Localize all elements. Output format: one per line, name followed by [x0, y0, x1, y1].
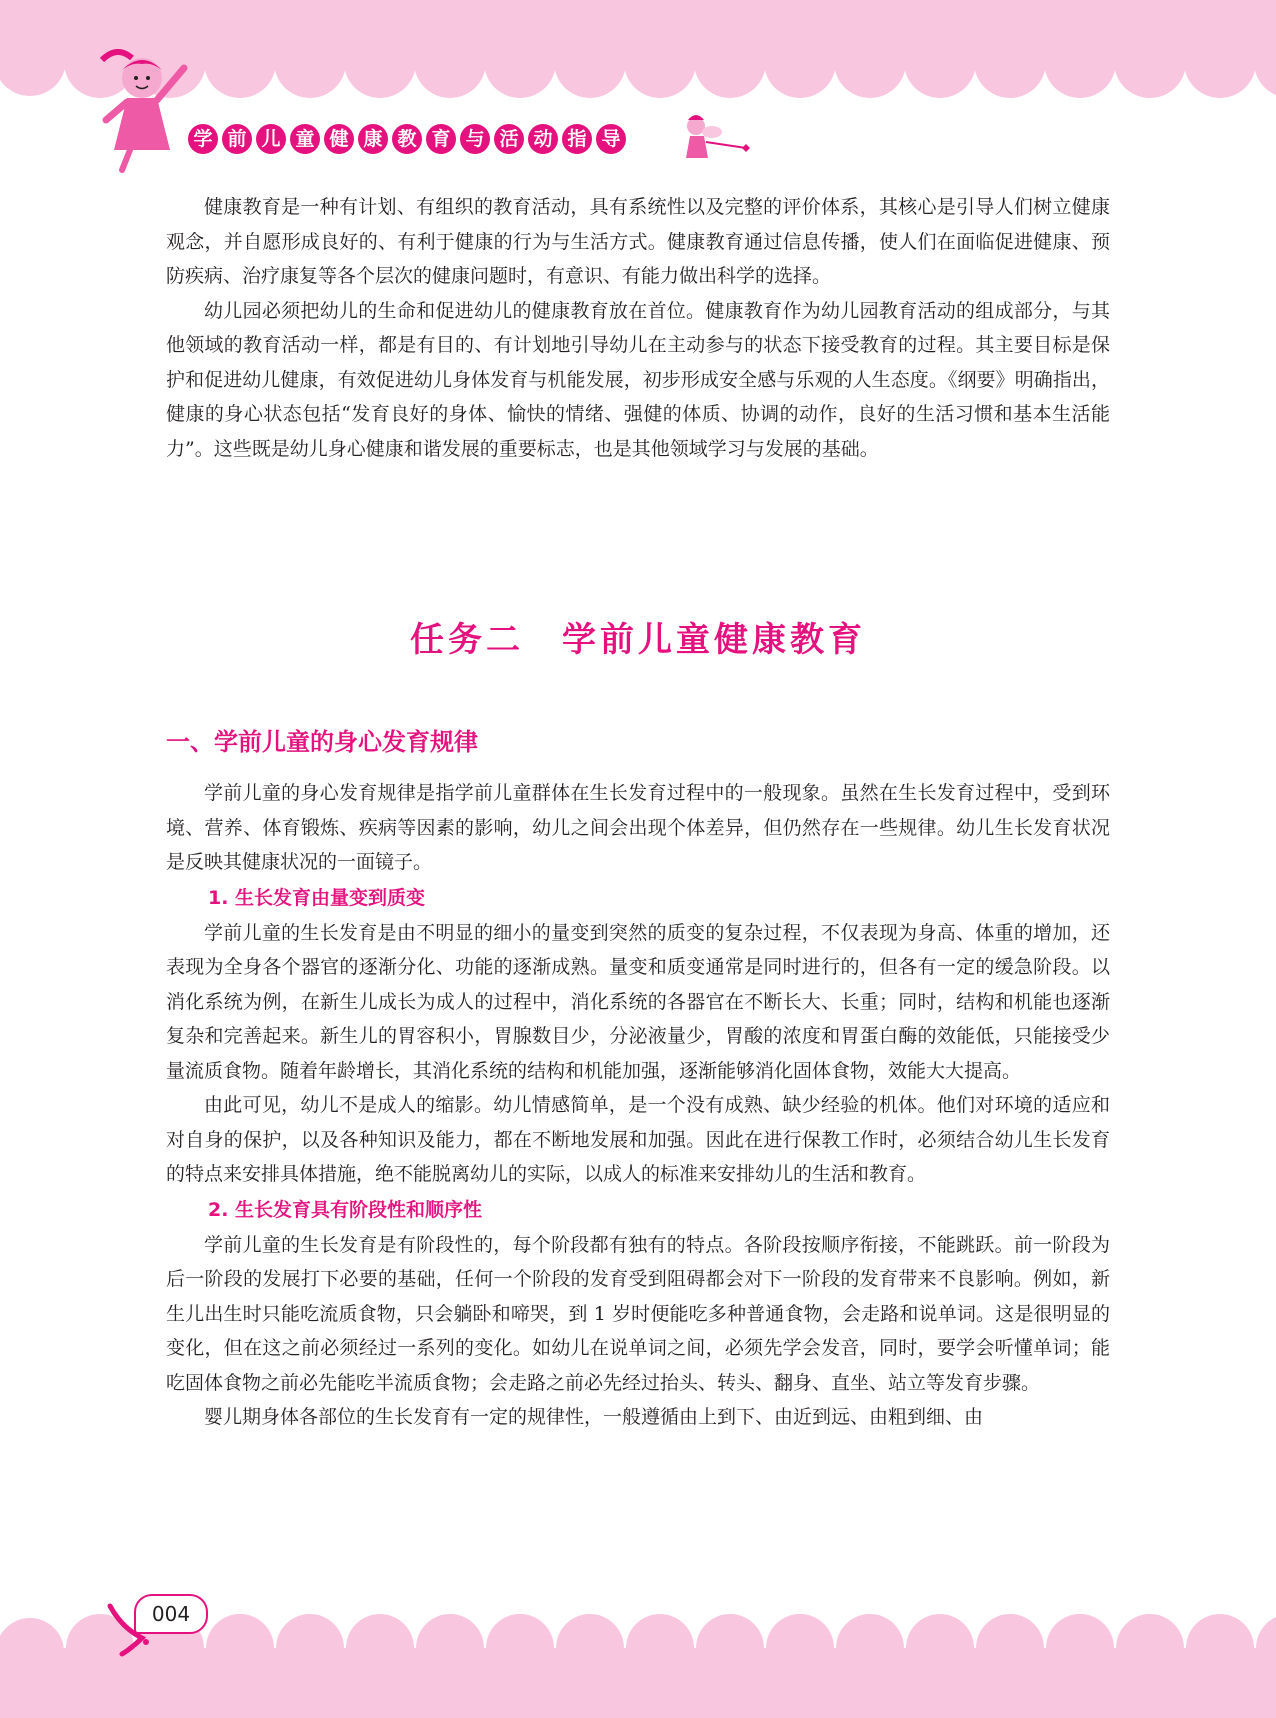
header-char: 教 — [392, 124, 422, 154]
page-number: 004 — [134, 1594, 208, 1634]
paragraph: 学前儿童的生长发育是由不明显的细小的量变到突然的质变的复杂过程，不仅表现为身高、体重的增加，还表现为全身各个器官的逐渐分化、功能的逐渐成熟。量变和质变通常是同时进行的，但各有一定的缓急阶段。以消化系统为例，在新生儿成长为成人的过程中，消化系统的各器官在不断长大、长重；同时，结构和机能也逐渐复杂和完善起来。新生儿的胃容积小，胃腺数目少，分泌液量少，胃酸的浓度和胃蛋白酶的效能低，只能接受少量流质食物。随着年龄增长，其消化系统的结构和机能加强，逐渐能够消化固体食物，效能大大提高。 — [166, 921, 1110, 1082]
fairy-illustration — [676, 108, 756, 168]
header-char: 健 — [324, 124, 354, 154]
header-char: 前 — [222, 124, 252, 154]
header-char: 康 — [358, 124, 388, 154]
body-text — [166, 776, 1110, 1435]
intro-text — [166, 190, 1110, 466]
section-title: 任务二 学前儿童健康教育 — [410, 620, 866, 660]
header-char: 动 — [528, 124, 558, 154]
paragraph: 幼儿园必须把幼儿的生命和促进幼儿的健康教育放在首位。健康教育作为幼儿园教育活动的组成部分，与其他领域的教育活动一样，都是有目的、有计划地引导幼儿在主动参与的状态下接受教育的过程。其主要目标是保护和促进幼儿健康，有效促进幼儿身体发育与机能发展，初步形成安全感与乐观的人生态度。《纲要》明确指出，健康的身心状态包括“发育良好的身体、愉快的情绪、强健的体质、协调的动作，良好的生活习惯和基本生活能力”。这些既是幼儿身心健康和谐发展的重要标志，也是其他领域学习与发展的基础。 — [166, 299, 1110, 460]
heading-level-1: 一、学前儿童的身心发育规律 — [166, 728, 478, 756]
paragraph: 婴儿期身体各部位的生长发育有一定的规律性，一般遵循由上到下、由近到远、由粗到细、由 — [204, 1406, 984, 1428]
header-char: 与 — [460, 124, 490, 154]
paragraph: 由此可见，幼儿不是成人的缩影。幼儿情感简单，是一个没有成熟、缺少经验的机体。他们对环境的适应和对自身的保护，以及各种知识及能力，都在不断地发展和加强。因此在进行保教工作时，必须结合幼儿生长发育的特点来安排具体措施，绝不能脱离幼儿的实际，以成人的标准来安排幼儿的生活和教育。 — [166, 1094, 1110, 1185]
header-char: 指 — [562, 124, 592, 154]
header-char: 导 — [596, 124, 626, 154]
girl-illustration — [92, 40, 192, 175]
paragraph: 健康教育是一种有计划、有组织的教育活动，具有系统性以及完整的评价体系，其核心是引导人们树立健康观念，并自愿形成良好的、有利于健康的行为与生活方式。健康教育通过信息传播，使人们在面临促进健康、预防疾病、治疗康复等各个层次的健康问题时，有意识、有能力做出科学的选择。 — [166, 196, 1110, 287]
header-char: 童 — [290, 124, 320, 154]
running-header-title — [188, 124, 626, 154]
header-char: 活 — [494, 124, 524, 154]
subheading-2: 2. 生长发育具有阶段性和顺序性 — [208, 1198, 483, 1221]
subheading-1: 1. 生长发育由量变到质变 — [208, 886, 426, 909]
paragraph: 学前儿童的身心发育规律是指学前儿童群体在生长发育过程中的一般现象。虽然在生长发育过程中，受到环境、营养、体育锻炼、疾病等因素的影响，幼儿之间会出现个体差异，但仍然存在一些规律。幼儿生长发育状况是反映其健康状况的一面镜子。 — [166, 782, 1110, 873]
header-char: 儿 — [256, 124, 286, 154]
header-char: 育 — [426, 124, 456, 154]
paragraph: 学前儿童的生长发育是有阶段性的，每个阶段都有独有的特点。各阶段按顺序衔接，不能跳跃。前一阶段为后一阶段的发展打下必要的基础，任何一个阶段的发育受到阻碍都会对下一阶段的发育带来不良影响。例如，新生儿出生时只能吃流质食物，只会躺卧和啼哭，到 1 岁时便能吃多种普通食物，会走路和说单词。这是很明显的变化，但在这之前必须经过一系列的变化。如幼儿在说单词之间，必须先学会发音，同时，要学会听懂单词；能吃固体食物之前必先能吃半流质食物；会走路之前必先经过抬头、转头、翻身、直坐、站立等发育步骤。 — [166, 1233, 1110, 1394]
header-char: 学 — [188, 124, 218, 154]
